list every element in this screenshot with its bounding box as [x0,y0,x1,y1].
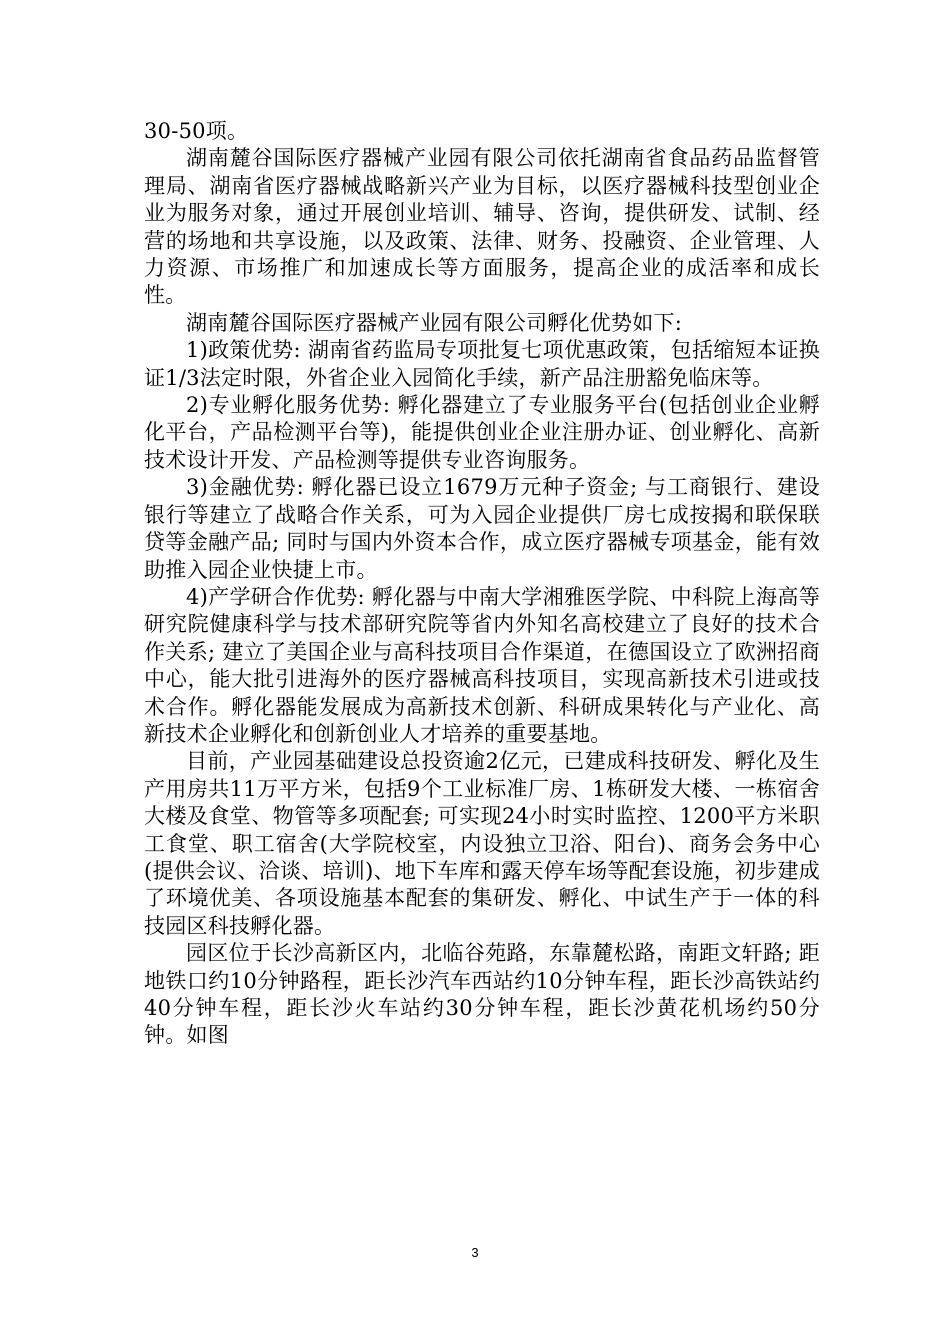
page-number: 3 [471,1245,479,1260]
paragraph-financial-advantage: 3)金融优势: 孵化器已设立1679万元种子资金; 与工商银行、建设银行等建立了战略合作关系，可为入园企业提供厂房七成按揭和联保联贷等金融产品; 同时与国内外资本合作，成立医疗器械专项基金，能有效助推入园企业快捷上市。 [144,475,820,582]
paragraph-infrastructure: 目前，产业园基础建设总投资逾2亿元，已建成科技研发、孵化及生产用房共11万平方米，包括9个工业标准厂房、1栋研发大楼、一栋宿舍大楼及食堂、物管等多项配套; 可实现24小时实时监控、1200平方米职工食堂、职工宿舍(大学院校室，内设独立卫浴、阳台)、商务会务中心(提供会议、洽谈、培训)、地下车库和露天停车场等配套设施，初步建成了环境优美、各项设施基本配套的集研发、孵化、中试生产于一体的科技园区科技孵化器。 [144,749,820,938]
paragraph-company-overview: 湖南麓谷国际医疗器械产业园有限公司依托湖南省食品药品监督管理局、湖南省医疗器械战略新兴产业为目标，以医疗器械科技型创业企业为服务对象，通过开展创业培训、辅导、咨询，提供研发、试制、经营的场地和共享设施，以及政策、法律、财务、投融资、企业管理、人力资源、市场推广和加速成长等方面服务，提高企业的成活率和成长性。 [144,146,820,308]
document-body [144,118,820,1050]
paragraph-policy-advantage: 1)政策优势: 湖南省药监局专项批复七项优惠政策，包括缩短本证换证1/3法定时限，外省企业入园简化手续，新产品注册豁免临床等。 [144,338,820,390]
paragraph-professional-service-advantage: 2)专业孵化服务优势: 孵化器建立了专业服务平台(包括创业企业孵化平台，产品检测平台等)，能提供创业企业注册办证、创业孵化、高新技术设计开发、产品检测等提供专业咨询服务。 [144,393,820,472]
paragraph-incubation-advantages-intro: 湖南麓谷国际医疗器械产业园有限公司孵化优势如下: [186,310,683,335]
paragraph-continuation: 30-50项。 [144,119,249,143]
paragraph-research-cooperation-advantage: 4)产学研合作优势: 孵化器与中南大学湘雅医学院、中科院上海高等研究院健康科学与技术部研究院等省内外知名高校建立了良好的技术合作关系; 建立了美国企业与高科技项目合作渠道，在德国设立了欧洲招商中心，能大批引进海外的医疗器械高科技项目，实现高新技术引进或技术合作。孵化器能发展成为高新技术创新、科研成果转化与产业化、高新技术企业孵化和创新创业人才培养的重要基地。 [144,584,820,746]
paragraph-location: 园区位于长沙高新区内，北临谷苑路，东靠麓松路，南距文轩路; 距地铁口约10分钟路程，距长沙汽车西站约10分钟车程，距长沙高铁站约40分钟车程，距长沙火车站约30分钟车程，距长沙黄花机场约50分钟。如图 [144,941,820,1048]
